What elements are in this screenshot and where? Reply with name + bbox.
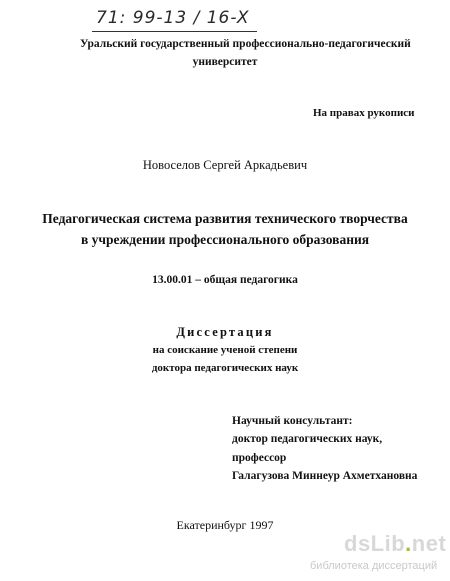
handwritten-catalog-number: 71: 99-13 / 16-X — [96, 8, 250, 28]
degree-sought-line2: доктора педагогических наук — [151, 362, 299, 374]
consultant-degree: доктор педагогических наук, — [232, 433, 383, 445]
degree-sought-line1: на соискание ученой степени — [152, 344, 298, 356]
rights-note: На правах рукописи — [313, 107, 415, 119]
university-name-line1: Уральский государственный профессионально-педагогический — [80, 38, 411, 50]
specialty-code: 13.00.01 – общая педагогика — [152, 274, 298, 286]
consultant-name: Галагузова Миннеур Ахметхановна — [232, 470, 418, 482]
watermark-logo-tld: net — [411, 531, 447, 556]
watermark-logo-main: dsLib — [344, 531, 406, 556]
author-name: Новоселов Сергей Аркадьевич — [142, 158, 308, 172]
consultant-label: Научный консультант: — [232, 415, 353, 427]
consultant-rank: профессор — [232, 452, 287, 464]
dissertation-title-line2: в учреждении профессионального образования — [80, 232, 370, 247]
watermark-subtitle: библиотека диссертаций — [310, 560, 438, 572]
university-name-line2: университет — [192, 56, 258, 68]
city-and-year: Екатеринбург 1997 — [176, 518, 274, 532]
watermark-logo-dot: . — [405, 531, 412, 556]
work-type-heading: Диссертация — [176, 325, 274, 339]
watermark-logo — [344, 531, 446, 557]
handwritten-underline — [92, 31, 257, 32]
dissertation-title-line1: Педагогическая система развития технического творчества — [42, 211, 408, 226]
